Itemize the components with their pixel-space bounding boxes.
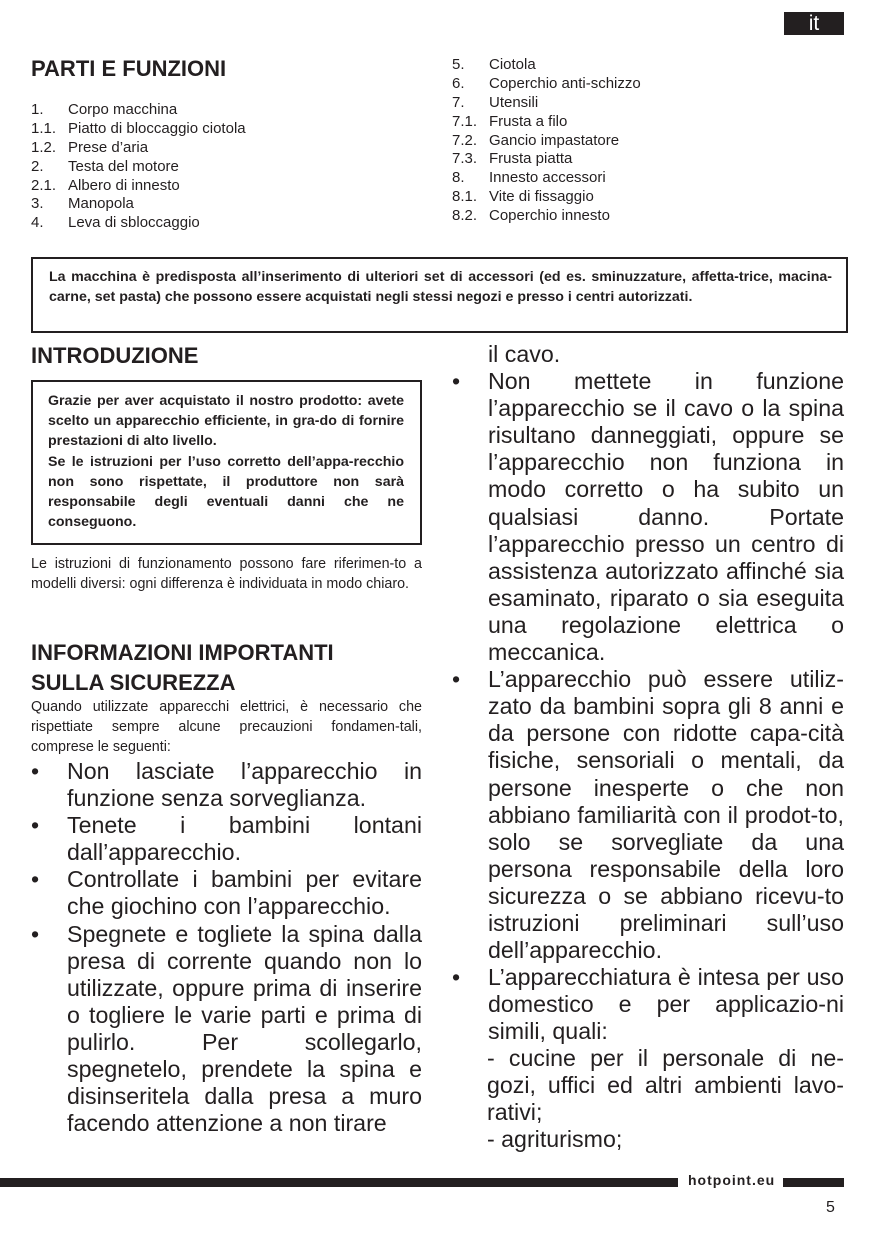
part-label: Coperchio anti-schizzo	[489, 74, 641, 92]
intro-thanks: Grazie per aver acquistato il nostro prodotto: avete scelto un apparecchio efficiente, in gra-do di fornire prestazioni di alto livello.	[48, 393, 404, 450]
part-number: 5.	[452, 56, 465, 73]
parts-list-item	[452, 188, 832, 207]
bullet-icon: •	[31, 866, 40, 893]
language-tab: it	[784, 12, 844, 35]
part-label: Gancio impastatore	[489, 131, 620, 149]
intro-box	[31, 380, 422, 545]
bullet-icon: •	[31, 758, 40, 784]
parts-title: PARTI E FUNZIONI	[31, 56, 227, 81]
page-number: 5	[826, 1199, 835, 1216]
safety-title-line2: SULLA SICUREZZA	[31, 670, 236, 695]
part-number: 7.2.	[452, 131, 478, 149]
safety-bullet	[452, 666, 844, 964]
part-number: 2.	[31, 157, 44, 175]
bullet-icon: •	[452, 368, 461, 395]
footer-brand: hotpoint.eu	[688, 1172, 776, 1188]
part-number: 1.1.	[31, 119, 57, 137]
safety-bullet	[31, 921, 422, 1138]
part-label: Leva di sbloccaggio	[68, 214, 200, 232]
bullet-icon: •	[31, 920, 40, 947]
parts-list-item	[452, 113, 832, 132]
part-number: 4.	[31, 214, 44, 232]
intro-warning: Se le istruzioni per l’uso corretto dell’appa-recchio non sono rispettate, il produttore non sarà responsabile degli eventuali danni che ne conseguono.	[48, 453, 404, 531]
parts-list-item	[31, 139, 411, 158]
part-label: Utensili	[489, 93, 539, 111]
parts-list-left	[31, 101, 411, 233]
part-number: 3.	[31, 195, 44, 213]
part-label: Albero di innesto	[68, 176, 180, 194]
part-label: Manopola	[68, 195, 134, 213]
bullet-icon: •	[452, 964, 461, 991]
bullet-text: Controllate i bambini per evitare che giochino con l’apparecchio.	[67, 866, 422, 920]
bullet-text: L’apparecchiatura è intesa per uso domestico e per applicazio-ni simili, quali:	[488, 964, 844, 1045]
footer-rule-left	[0, 1178, 678, 1187]
bullet-text: Tenete i bambini lontani dall’apparecchio.	[67, 812, 422, 866]
safety-bullet	[452, 964, 844, 1045]
parts-list-item	[31, 214, 411, 233]
parts-list-item	[31, 177, 411, 196]
safety-bullets-left	[31, 758, 422, 1137]
parts-list-item	[452, 150, 832, 169]
part-label: Piatto di bloccaggio ciotola	[68, 119, 246, 137]
usage-sub-items	[487, 1045, 844, 1153]
part-number: 8.	[452, 169, 465, 187]
part-label: Prese d’aria	[68, 138, 149, 156]
intro-note: Le istruzioni di funzionamento possono fare riferimen-to a modelli diversi: ogni differenza è individuata in modo chiaro.	[31, 556, 422, 593]
part-label: Frusta piatta	[489, 150, 573, 168]
part-label: Ciotola	[489, 56, 536, 73]
safety-bullet	[31, 758, 422, 812]
part-label: Corpo macchina	[68, 101, 178, 118]
part-number: 1.2.	[31, 138, 57, 156]
bullet-icon: •	[452, 666, 461, 693]
bullet-text: Spegnete e togliete la spina dalla presa di corrente quando non lo utilizzate, oppure prima di inserire o togliere le varie parti e prima di pulirlo. Per scollegarlo, spegnetelo, prendete la spina e disinseritela dalla presa a muro facendo attenzione a non tirare	[67, 920, 422, 1137]
parts-list-item	[31, 101, 411, 120]
footer-rule-right	[783, 1178, 844, 1187]
part-label: Vite di fissaggio	[489, 188, 594, 206]
safety-intro: Quando utilizzate apparecchi elettrici, è necessario che rispettiate sempre alcune precauzioni fondamen-tali, comprese le seguenti:	[31, 699, 422, 756]
bullet-text: Non mettete in funzione l’apparecchio se il cavo o la spina risultano danneggiati, oppure se l’apparecchio non funziona in modo corretto o ha subito un qualsiasi danno. Portate l’apparecchio presso un centro di assistenza autorizzato affinché sia esaminato, riparato o sia eseguita una regolazione elettrica o meccanica.	[488, 368, 844, 666]
accessories-note: La macchina è predisposta all’inserimento di ulteriori set di accessori (ed es. sminuzzature, affetta-trice, macina-carne, set pasta) che possono essere acquistati negli stessi negozi e presso i centri autorizzati.	[31, 257, 848, 333]
part-label: Coperchio innesto	[489, 207, 610, 225]
part-number: 7.1.	[452, 112, 478, 130]
parts-list-right	[452, 56, 832, 226]
safety-bullet	[31, 812, 422, 866]
part-number: 1.	[31, 101, 44, 118]
usage-sub-item: - cucine per il personale di ne-gozi, uffici ed altri ambienti lavo-rativi;	[487, 1045, 844, 1126]
parts-list-item	[452, 75, 832, 94]
usage-sub-item: - agriturismo;	[487, 1126, 623, 1153]
safety-bullet	[31, 866, 422, 920]
part-label: Innesto accessori	[489, 169, 606, 187]
parts-list-item	[452, 132, 832, 151]
bullet-continuation: il cavo.	[488, 341, 561, 367]
part-number: 8.1.	[452, 188, 478, 206]
parts-list-item	[31, 120, 411, 139]
part-number: 7.	[452, 93, 465, 111]
part-number: 6.	[452, 74, 465, 92]
safety-title-line1: INFORMAZIONI IMPORTANTI	[31, 640, 334, 665]
parts-list-item	[452, 207, 832, 226]
parts-list-item	[31, 158, 411, 177]
bullet-text: Non lasciate l’apparecchio in funzione senza sorveglianza.	[67, 758, 422, 812]
part-number: 7.3.	[452, 150, 478, 168]
safety-bullets-right	[452, 341, 844, 1045]
parts-list-item	[31, 195, 411, 214]
intro-title: INTRODUZIONE	[31, 343, 199, 368]
part-label: Frusta a filo	[489, 112, 568, 130]
part-number: 8.2.	[452, 207, 478, 225]
parts-list-item	[452, 94, 832, 113]
part-number: 2.1.	[31, 176, 57, 194]
bullet-icon: •	[31, 812, 40, 839]
bullet-text: L’apparecchio può essere utiliz-zato da bambini sopra gli 8 anni e da persone con ridotte capa-cità fisiche, sensoriali o mentali, da persone inesperte o che non abbiano familiarità con il prodot-to, solo se sorvegliate da una persona responsabile della loro sicurezza o se abbiano ricevu-to istruzioni preliminari sull’uso dell’apparecchio.	[488, 666, 844, 964]
safety-bullet	[452, 368, 844, 666]
part-label: Testa del motore	[68, 157, 179, 175]
parts-list-item	[452, 56, 832, 75]
parts-list-item	[452, 169, 832, 188]
